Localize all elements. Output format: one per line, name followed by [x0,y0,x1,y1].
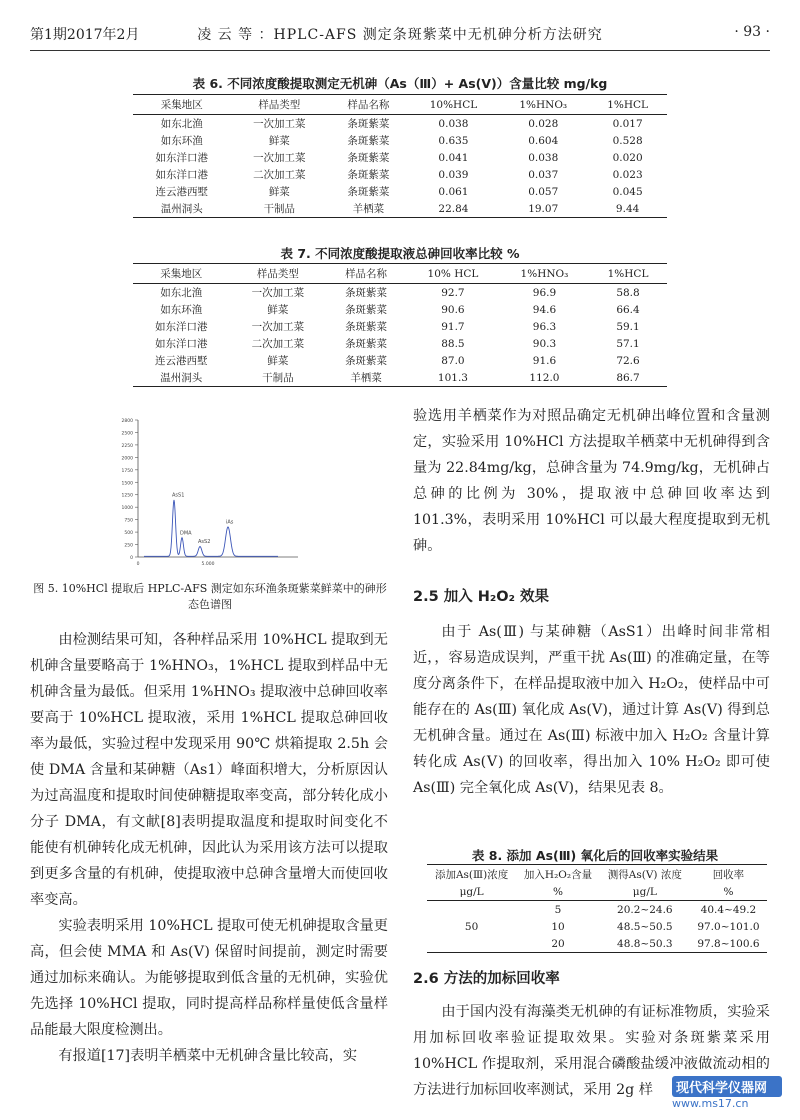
peak-label: iAs [226,519,234,526]
y-tick-label: 1750 [121,468,133,474]
table-cell: 如东洋口港 [155,169,209,181]
table-row [133,352,667,369]
table-cell: 59.1 [616,320,640,333]
table-cell: 9.44 [588,200,667,218]
header-rule [30,50,770,51]
table-cell: 0.061 [438,185,469,198]
right-column-top [413,403,770,559]
table-cell: 66.4 [616,303,640,316]
table-cell: 二次加工菜 [253,169,306,181]
column-header: 样品名称 [328,95,409,115]
table-cell: 96.9 [532,286,557,299]
table-cell: 0.045 [612,185,643,198]
paragraph: 由于国内没有海藻类无机砷的有证标准物质，实验采用加标回收率验证提取效果。实验对条斑紫菜采用 10%HCL 作提取剂，采用混合磷酸盐缓冲液做流动相的方法进行加标回收率测试，采用 2g 样 [413,1004,770,1098]
y-tick-label: 2000 [121,456,133,462]
table-cell: 如东洋口港 [155,321,208,333]
table-cell: 0.020 [612,151,643,164]
column-header: 10% HCL [406,264,500,284]
table-cell: 条斑紫菜 [345,338,388,350]
y-tick-label: 2250 [121,443,133,449]
table-cell: 条斑紫菜 [347,118,390,130]
table-cell: 如东环渔 [160,304,203,316]
y-tick-label: 2500 [121,431,133,437]
table-cell: 条斑紫菜 [347,186,390,198]
table-cell: 0.041 [438,151,469,164]
table7 [133,263,667,387]
table-cell: 0.039 [438,168,469,181]
figure5-caption: 图 5. 10%HCl 提取后 HPLC-AFS 测定如东环渔条斑紫菜鲜菜中的砷形态色谱图 [33,582,387,611]
table-cell: 19.07 [498,200,588,218]
table-row [133,149,667,166]
table-cell: 干制品 [231,200,329,218]
section-2-6-heading: 2.6 方法的加标回收率 [413,971,560,987]
column-header: 样品类型 [231,95,329,115]
table-cell: 鲜菜 [268,135,290,147]
table-cell: 58.8 [616,286,640,299]
table-cell: 112.0 [500,369,589,387]
paragraph: 验选用羊栖菜作为对照品确定无机砷出峰位置和含量测定，实验采用 10%HCl 方法提取羊栖菜中无机砷得到含量为 22.84mg/kg，总砷含量为 74.9mg/kg，无机砷占总砷的比例为 30%，提取液中总砷回收率达到 101.3%，表明采用 10%HCl 可以最大程度提取到无机砷。 [413,408,770,554]
table-cell: 0.635 [438,134,469,147]
table-cell: 如东洋口港 [155,152,209,164]
table-row [133,369,667,387]
table7-caption: 表 7. 不同浓度酸提取液总砷回收率比较 % [280,246,520,261]
table-cell: 0.028 [528,117,559,130]
paragraph: 由检测结果可知，各种样品采用 10%HCL 提取到无机砷含量要略高于 1%HNO₃，1%HCL 提取到样品中无机砷含量为最低。但采用 1%HNO₃ 提取液中总砷回收率要高于 10%HCL 提取液，采用 1%HCL 提取总砷回收率为最低，实验过程中发现采用 90℃ 烘箱提取 2.5h 会使 DMA 含量和某砷糖（As1）峰面积增大，分析原因认为过高温度和提取时间使砷糖提取率变高，部分转化成小分子 DMA，有文献[8]表明提取温度和提取时间变化不能使有机砷转化成无机砷，因此认为采用该方法可以提取到更多含量的有机砷，使提取液中总砷含量增大而使回收率变高。 [30,632,388,908]
table-row [133,200,667,218]
table-row [133,132,667,149]
table-cell: 87.0 [441,354,465,367]
table-row: 20 48.8~50.3 97.8~100.6 [427,935,767,953]
table-cell: 72.6 [616,354,640,367]
table-cell: 90.3 [532,337,557,350]
watermark-title: 现代科学仪器网 [672,1076,782,1097]
table-cell: 0.038 [528,151,559,164]
y-tick-label: 2800 [121,419,133,424]
table-row [133,318,667,335]
table-cell: 0.017 [612,117,643,130]
table-cell: 一次加工菜 [253,118,306,130]
peak-label: AsS1 [172,492,185,499]
table-cell: 一次加工菜 [251,321,305,333]
table-cell: 条斑紫菜 [347,135,390,147]
page-number: · 93 · [734,24,770,40]
table-cell: 一次加工菜 [253,152,306,164]
y-tick-label: 750 [124,518,133,524]
table-cell: 91.6 [532,354,557,367]
right-column-mid [413,619,770,801]
column-header: 1%HNO₃ [498,95,588,115]
paragraph: 实验表明采用 10%HCL 提取可使无机砷提取含量更高，但会使 MMA 和 As(Ⅴ) 保留时间提前，测定时需要通过加标来确认。为能够提取到低含量的无机砷，实验优先选择 10%HCl 提取，同时提高样品称样量使低含量样品能最大限度检测出。 [30,918,388,1038]
paragraph: 有报道[17]表明羊栖菜中无机砷含量比较高，实 [58,1048,358,1064]
column-header: 样品名称 [326,264,406,284]
watermark-url: www.ms17.cn [672,1097,749,1110]
left-column [30,627,388,1069]
table-row [133,301,667,318]
x-tick-label: 0 [136,562,140,567]
column-header: 采集地区 [133,264,230,284]
table-cell: 鲜菜 [267,304,289,316]
table-row: 50 10 48.5~50.5 97.0~101.0 [464,920,760,933]
y-tick-label: 1500 [121,481,133,487]
table-cell: 0.057 [528,185,559,198]
table-cell: 温州洞头 [133,369,230,387]
table-cell: 鲜菜 [268,186,290,198]
table-cell: 0.037 [528,168,559,181]
chromatogram-figure [108,412,308,577]
x-tick-label: 5.000 [201,562,215,567]
table-cell: 条斑紫菜 [345,355,388,367]
table-cell: 92.7 [441,286,465,299]
table8-caption: 表 8. 添加 As(Ⅲ) 氧化后的回收率实验结果 [471,848,719,863]
table-cell: 羊栖菜 [328,200,409,218]
table8: 添加As(Ⅲ)浓度 加入H₂O₂含量 测得As(Ⅴ) 浓度 回收率 μg/L % μg/L % 5 20.2~24.6 40.4~49.2 50 10 48.5~50.5 97.0~101.0 20 48.8~50.3 97.8~100.6 [427,864,767,953]
table-cell: 57.1 [616,337,640,350]
column-header: 1%HNO₃ [500,264,589,284]
table-header-row [133,264,667,284]
table-cell: 二次加工菜 [251,338,305,350]
table-header-row [133,95,667,115]
table-cell: 94.6 [532,303,557,316]
peak-label: AsS2 [198,539,211,546]
column-header: 10%HCL [409,95,499,115]
y-tick-label: 1000 [121,506,133,512]
table-cell: 如东洋口港 [155,338,208,350]
table-cell: 条斑紫菜 [345,321,388,333]
table-row [133,115,667,133]
table-cell: 0.038 [438,117,469,130]
table-cell: 条斑紫菜 [347,169,390,181]
y-tick-label: 0 [130,556,133,561]
table-cell: 86.7 [589,369,667,387]
table-cell: 0.023 [612,168,643,181]
journal-issue: 第1期2017年2月 [30,27,140,43]
table-cell: 101.3 [406,369,500,387]
column-header: 1%HCL [588,95,667,115]
running-title: 凌 云 等 ：HPLC-AFS 测定条斑紫菜中无机砷分析方法研究 [197,27,603,43]
watermark-logo [672,1076,782,1116]
y-tick-label: 1250 [121,493,133,499]
table-cell: 条斑紫菜 [345,304,388,316]
table-row [133,284,667,302]
table-cell: 条斑紫菜 [347,152,390,164]
table-row [133,166,667,183]
table6 [133,94,667,218]
chromatogram-trace [144,500,278,556]
table-cell: 羊栖菜 [326,369,406,387]
y-tick-label: 500 [124,531,133,537]
section-2-5-heading: 2.5 加入 H₂O₂ 效果 [413,589,549,605]
table-cell: 连云港西墅 [155,355,208,367]
table-cell: 90.6 [441,303,465,316]
peak-label: DMA [180,530,192,537]
table-cell: 一次加工菜 [251,287,305,299]
column-header: 采集地区 [133,95,231,115]
table6-caption: 表 6. 不同浓度酸提取测定无机砷（As（Ⅲ）+ As(Ⅴ)）含量比较 mg/kg [192,76,608,91]
table-row [133,183,667,200]
table-row [133,335,667,352]
table-cell: 如东北渔 [160,287,203,299]
paragraph: 由于 As(Ⅲ) 与某砷糖（AsS1）出峰时间非常相近，，容易造成误判，严重干扰 As(Ⅲ) 的准确定量，在等度分离条件下，在样品提取液中加入 H₂O₂，使样品中可能存在的 As(Ⅲ) 氧化成 As(Ⅴ)，通过计算 As(Ⅴ) 得到总无机砷含量。通过在 As(Ⅲ) 标液中加入 H₂O₂ 含量计算转化成 As(Ⅴ) 的回收率，得出加入 10% H₂O₂ 即可使 As(Ⅲ) 完全氧化成 As(Ⅴ)，结果见表 8。 [413,624,770,796]
table-cell: 连云港西墅 [155,186,209,198]
table-cell: 91.7 [441,320,465,333]
table-cell: 88.5 [441,337,465,350]
table-cell: 0.528 [612,134,643,147]
table-cell: 干制品 [230,369,327,387]
page-header [30,24,770,46]
column-header: 1%HCL [589,264,667,284]
table-cell: 鲜菜 [267,355,289,367]
table-cell: 温州洞头 [133,200,231,218]
table-cell: 如东环渔 [160,135,203,147]
table-cell: 22.84 [409,200,499,218]
table-cell: 0.604 [528,134,559,147]
table-cell: 如东北渔 [160,118,203,130]
table-cell: 条斑紫菜 [345,287,388,299]
y-tick-label: 250 [124,543,133,549]
table-cell: 96.3 [532,320,557,333]
table-row: 5 20.2~24.6 40.4~49.2 [554,903,757,916]
column-header: 样品类型 [230,264,327,284]
